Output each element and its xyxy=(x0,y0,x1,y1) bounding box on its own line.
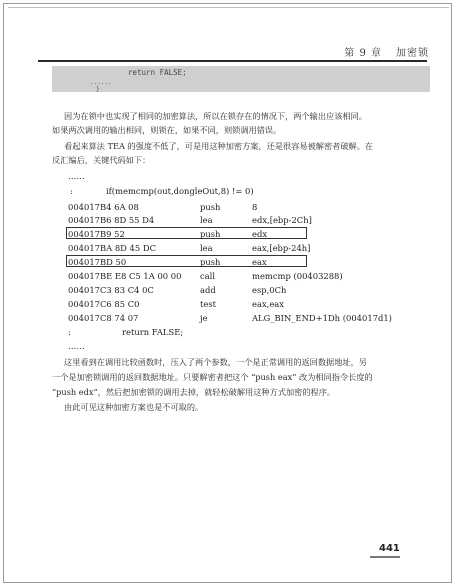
chapter-title: 加密锁 xyxy=(396,48,429,59)
conclusion-line: 由此可见这种加密方案也是不可取的。 xyxy=(64,402,204,412)
conclusion-line: 一个是加密锁调用的返回数据地址。只要解密者把这个 “push eax” 改为相同指令长度的 xyxy=(52,372,373,382)
code-return: return FALSE; xyxy=(122,327,184,337)
code-operand: esp,0Ch xyxy=(252,285,287,295)
top-divider xyxy=(8,7,449,8)
intro-line: 看起来算法 TEA 的强度不低了，可是用这种加密方案，还是很容易被解密者破解。在 xyxy=(64,141,374,151)
code-condition: if(memcmp(out,dongleOut,8) != 0) xyxy=(106,186,254,196)
code-address: 004017B9 52 xyxy=(68,229,125,239)
intro-line: 反汇编后，关键代码如下： xyxy=(52,155,151,165)
code-mnemonic: push xyxy=(200,202,221,212)
code-operand: eax xyxy=(252,257,267,267)
code-mnemonic: je xyxy=(200,313,208,323)
code-address: 004017BD 50 xyxy=(68,257,127,267)
header-rule xyxy=(38,60,427,62)
code-colon: : xyxy=(70,186,73,196)
code-operand: ALG_BIN_END+1Dh (004017d1) xyxy=(252,313,392,323)
running-header xyxy=(344,44,429,59)
code-operand: memcmp (00403288) xyxy=(252,271,343,281)
snippet-line: return FALSE; xyxy=(128,68,187,77)
page-number: 441 xyxy=(379,543,400,554)
code-mnemonic: add xyxy=(200,285,216,295)
code-operand: 8 xyxy=(252,202,258,212)
intro-line: 因为在锁中也实现了相同的加密算法，所以在锁存在的情况下，两个输出应该相同。 xyxy=(64,111,367,121)
code-ellipsis: …… xyxy=(68,341,85,351)
code-mnemonic: push xyxy=(200,229,221,239)
code-address: 004017C3 83 C4 0C xyxy=(68,285,154,295)
code-address: 004017BA 8D 45 DC xyxy=(68,243,156,253)
snippet-line: ...... xyxy=(90,79,112,86)
code-operand: edx xyxy=(252,229,268,239)
code-operand: eax,eax xyxy=(252,299,285,309)
snippet-line: } xyxy=(96,86,100,93)
code-mnemonic: test xyxy=(200,299,216,309)
conclusion-line: “push edx”，然后把加密锁的调用去掉，就轻松破解用这种方式加密的程序。 xyxy=(52,387,336,397)
code-mnemonic: call xyxy=(200,271,216,281)
code-address: 004017BE E8 C5 1A 00 00 xyxy=(68,271,182,281)
code-operand: edx,[ebp-2Ch] xyxy=(252,215,312,225)
page-number-underline xyxy=(370,556,400,558)
code-colon: : xyxy=(68,327,71,337)
conclusion-line: 这里看到在调用比较函数时，压入了两个参数，一个是正常调用的返回数据地址，另 xyxy=(64,357,367,367)
code-mnemonic: lea xyxy=(200,243,213,253)
code-address: 004017B6 8D 55 D4 xyxy=(68,215,155,225)
code-mnemonic: push xyxy=(200,257,221,267)
code-operand: eax,[ebp-24h] xyxy=(252,243,311,253)
code-mnemonic: lea xyxy=(200,215,213,225)
chapter-label: 第 9 章 xyxy=(344,48,382,59)
code-address: 004017C8 74 07 xyxy=(68,313,139,323)
code-address: 004017B4 6A 08 xyxy=(68,202,139,212)
code-address: 004017C6 85 C0 xyxy=(68,299,140,309)
code-ellipsis: …… xyxy=(68,171,85,181)
intro-line: 如果两次调用的输出相同，则锁在，如果不同，则锁调用错误。 xyxy=(52,125,282,135)
